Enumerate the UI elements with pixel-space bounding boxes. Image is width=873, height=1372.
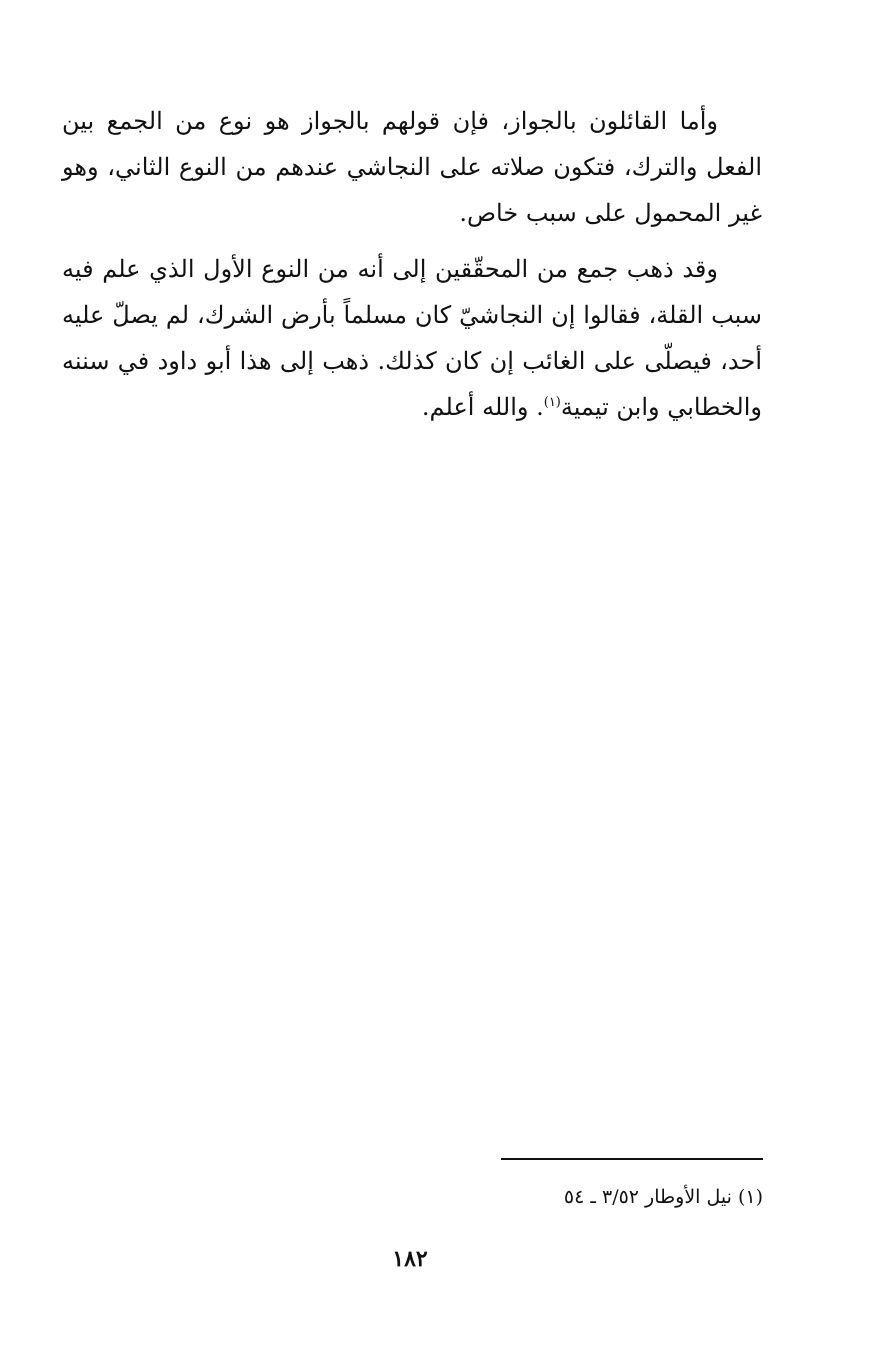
footnote	[564, 1182, 763, 1212]
paragraph-1: وأما القائلون بالجواز، فإن قولهم بالجواز هو نوع من الجمع بين الفعل والترك، فتكون صلاته على النجاشي عندهم من النوع الثاني، وهو غير المحمول على سبب خاص.	[62, 107, 762, 227]
page-number: ١٨٢	[392, 1246, 428, 1272]
footnote-separator	[501, 1158, 763, 1160]
paragraph-2-text: وقد ذهب جمع من المحقّقين إلى أنه من النوع الأول الذي علم فيه سبب القلة، فقالوا إن النجاشيّ كان مسلماً بأرض الشرك، لم يصلّ عليه أحد، فيصلّى على الغائب إن كان كذلك. ذهب إلى هذا أبو داود في سننه والخطابي وابن تيمية	[62, 255, 762, 421]
footnote-number: (١)	[737, 1186, 763, 1208]
closing-text: . والله أعلم.	[421, 393, 544, 421]
footnote-reference: (١)	[543, 395, 561, 410]
paragraph-2	[62, 246, 762, 430]
main-text	[62, 98, 762, 440]
footnote-text: نيل الأوطار ٣/٥٢ ـ ٥٤	[563, 1186, 732, 1208]
